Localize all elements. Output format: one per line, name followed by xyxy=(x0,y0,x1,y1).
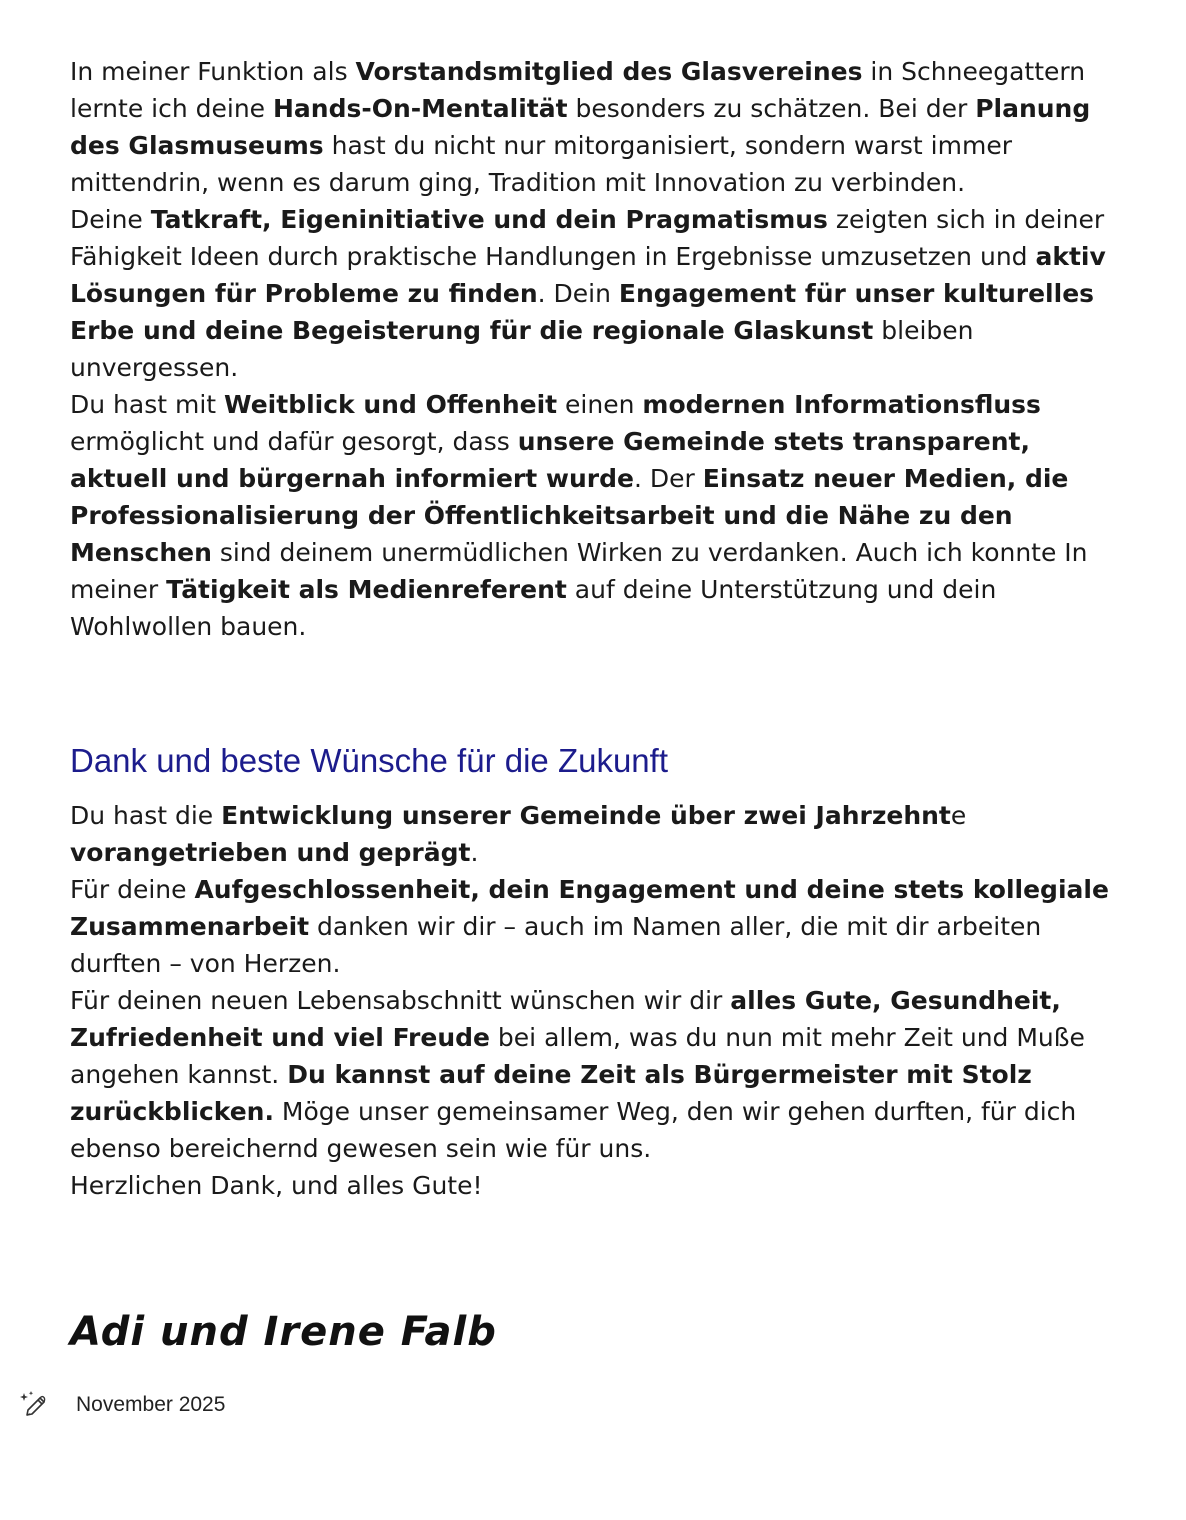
text-run: e xyxy=(950,801,967,830)
bold-text: modernen Informationsfluss xyxy=(642,390,1041,419)
text-run: Für deine xyxy=(70,875,195,904)
sparkle-pen-icon xyxy=(18,1389,50,1421)
bold-text: Weitblick und Offenheit xyxy=(224,390,558,419)
paragraph xyxy=(70,386,1130,645)
section-heading: Dank und beste Wünsche für die Zukunft xyxy=(70,742,668,779)
text-run: danken wir dir – auch im Namen aller, die mit dir arbeiten durften – von Herzen. xyxy=(70,912,1042,978)
text-run: auf deine Unterstützung und dein Wohlwollen bauen. xyxy=(70,575,997,641)
paragraph xyxy=(70,201,1130,386)
text-run: . Dein xyxy=(537,279,619,308)
bold-text: Tatkraft, Eigeninitiative und dein Pragmatismus xyxy=(150,205,828,234)
text-run: zeigten sich in deiner Fähigkeit Ideen durch praktische Handlungen in Ergebnisse umzusetzen und xyxy=(70,205,1105,271)
bold-text: Entwicklung unserer Gemeinde über zwei Jahrzehnt xyxy=(221,801,951,830)
letter-body-top xyxy=(70,53,1130,645)
paragraph xyxy=(70,982,1130,1167)
date: November 2025 xyxy=(76,1393,226,1416)
bold-text: Planung des Glasmuseums xyxy=(70,94,1091,160)
footer xyxy=(18,1387,225,1423)
bold-text: Engagement für unser kulturelles Erbe und deine Begeisterung für die regionale Glaskunst xyxy=(70,279,1095,345)
text-run: Deine xyxy=(70,205,151,234)
text-run: einen xyxy=(557,390,643,419)
text-run: sind deinem unermüdlichen Wirken zu verdanken. Auch ich konnte In meiner xyxy=(70,538,1088,604)
text-run: Du hast die xyxy=(70,801,222,830)
bold-text: aktiv Lösungen für Probleme zu finden xyxy=(70,242,1106,308)
bold-text: Aufgeschlossenheit, dein Engagement und deine stets kollegiale Zusammenarbeit xyxy=(70,875,1109,941)
bold-text: alles Gute, Gesundheit, Zufriedenheit und viel Freude xyxy=(70,986,1061,1052)
text-run: Für deinen neuen Lebensabschnitt wünschen wir dir xyxy=(70,986,731,1015)
letter-body-bottom xyxy=(70,797,1130,1204)
signature: Adi und Irene Falb xyxy=(70,1309,497,1355)
closing-line xyxy=(70,1167,1130,1204)
paragraph xyxy=(70,871,1130,982)
bold-text: Du kannst auf deine Zeit als Bürgermeister mit Stolz zurückblicken. xyxy=(70,1060,1032,1126)
text-run: besonders zu schätzen. Bei der xyxy=(567,94,976,123)
bold-text: Vorstandsmitglied des Glasvereines xyxy=(355,57,863,86)
bold-text: Einsatz neuer Medien, die Professionalisierung der Öffentlichkeitsarbeit und die Nähe zu den Menschen xyxy=(70,464,1069,567)
text-run: ermöglicht und dafür gesorgt, dass xyxy=(70,427,518,456)
bold-text: vorangetrieben und geprägt xyxy=(70,838,471,867)
paragraph xyxy=(70,797,1130,871)
text-run: hast du nicht nur mitorganisiert, sondern warst immer mittendrin, wenn es darum ging, Tradition mit Innovation zu verbinden. xyxy=(70,131,1012,197)
text-run: . Der xyxy=(634,464,703,493)
text-run: In meiner Funktion als xyxy=(70,57,356,86)
text-run: bleiben unvergessen. xyxy=(70,316,974,382)
paragraph xyxy=(70,53,1130,201)
text-run: Herzlichen Dank, und alles Gute! xyxy=(70,1171,483,1200)
text-run: bei allem, was du nun mit mehr Zeit und Muße angehen kannst. xyxy=(70,1023,1085,1089)
bold-text: Tätigkeit als Medienreferent xyxy=(166,575,567,604)
bold-text: Hands-On-Mentalität xyxy=(273,94,568,123)
text-run: Du hast mit xyxy=(70,390,225,419)
text-run: . xyxy=(470,838,479,867)
bold-text: unsere Gemeinde stets transparent, aktuell und bürgernah informiert wurde xyxy=(70,427,1030,493)
text-run: Möge unser gemeinsamer Weg, den wir gehen durften, für dich ebenso bereichernd gewesen sein wie für uns. xyxy=(70,1097,1077,1163)
text-run: in Schneegattern lernte ich deine xyxy=(70,57,1086,123)
